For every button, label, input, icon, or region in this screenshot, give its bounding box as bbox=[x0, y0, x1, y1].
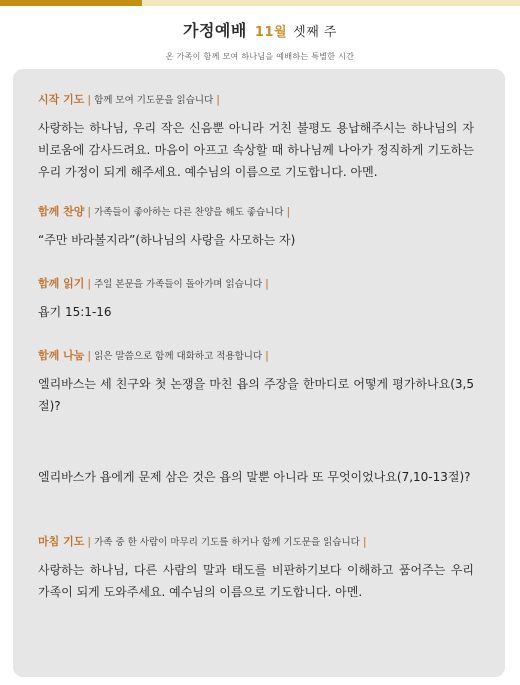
page-subtitle: 온 가족이 함께 모여 하나님을 예배하는 특별한 시간 bbox=[165, 52, 355, 61]
section-reading bbox=[38, 276, 474, 323]
section-title: 함께 찬양 bbox=[38, 205, 85, 218]
section-desc: 가족들이 좋아하는 다른 찬양을 해도 좋습니다 bbox=[94, 207, 284, 218]
section-sharing bbox=[38, 348, 474, 488]
section-desc: 읽은 말씀으로 함께 대화하고 적용합니다 bbox=[94, 351, 263, 362]
top-accent-track bbox=[142, 0, 520, 6]
top-accent-bar bbox=[0, 0, 520, 6]
question-1: 엘리바스는 세 친구와 첫 논쟁을 마친 욥의 주장을 한마디로 어떻게 평가하나요(3,5절)? bbox=[38, 377, 474, 413]
section-header: 함께 나눔 | 읽은 말씀으로 함께 대화하고 적용합니다 | bbox=[38, 349, 269, 362]
section-closing-prayer bbox=[38, 534, 474, 603]
page-title bbox=[0, 18, 520, 41]
section-title: 함께 읽기 bbox=[38, 277, 85, 290]
section-header: 시작 기도 | 함께 모여 기도문을 읽습니다 | bbox=[38, 93, 220, 106]
question-2: 엘리바스가 욥에게 문제 삼은 것은 욥의 말뿐 아니라 또 무엇이었나요(7,10-13절)? bbox=[38, 470, 471, 484]
section-desc: 가족 중 한 사람이 마무리 기도를 하거나 함께 기도문을 읽습니다 bbox=[94, 537, 360, 548]
section-text: 욥기 15:1-16 bbox=[38, 305, 112, 319]
section-desc: 함께 모여 기도문을 읽습니다 bbox=[94, 95, 214, 106]
section-title: 함께 나눔 bbox=[38, 349, 85, 362]
section-header: 함께 찬양 | 가족들이 좋아하는 다른 찬양을 해도 좋습니다 | bbox=[38, 205, 291, 218]
section-header: 함께 읽기 | 주일 본문을 가족들이 돌아가며 읽습니다 | bbox=[38, 277, 269, 290]
section-opening-prayer bbox=[38, 92, 474, 183]
top-accent-progress bbox=[0, 0, 142, 6]
section-text: 사랑하는 하나님, 우리 작은 신음뿐 아니라 거친 불평도 용납해주시는 하나님의 자비로움에 감사드려요. 마음이 아프고 속상할 때 하나님께 나아가 정직하게 기도하는 우리 가정이 되게 해주세요. 예수님의 이름으로 기도합니다. 아멘. bbox=[38, 121, 474, 179]
title-main: 가정예배 bbox=[183, 21, 247, 40]
title-week: 셋째 주 bbox=[293, 25, 337, 40]
page-header bbox=[0, 18, 520, 62]
title-month: 11월 bbox=[254, 25, 288, 40]
section-title: 시작 기도 bbox=[38, 93, 85, 106]
section-desc: 주일 본문을 가족들이 돌아가며 읽습니다 bbox=[94, 279, 263, 290]
section-text: “주만 바라볼지라”(하나님의 사랑을 사모하는 자) bbox=[38, 233, 296, 247]
section-title: 마침 기도 bbox=[38, 535, 85, 548]
section-text: 사랑하는 하나님, 다른 사람의 말과 태도를 비판하기보다 이해하고 품어주는 우리 가족이 되게 도와주세요. 예수님의 이름으로 기도합니다. 아멘. bbox=[38, 563, 474, 599]
section-header: 마침 기도 | 가족 중 한 사람이 마무리 기도를 하거나 함께 기도문을 읽습니다 | bbox=[38, 535, 367, 548]
section-praise bbox=[38, 204, 474, 251]
